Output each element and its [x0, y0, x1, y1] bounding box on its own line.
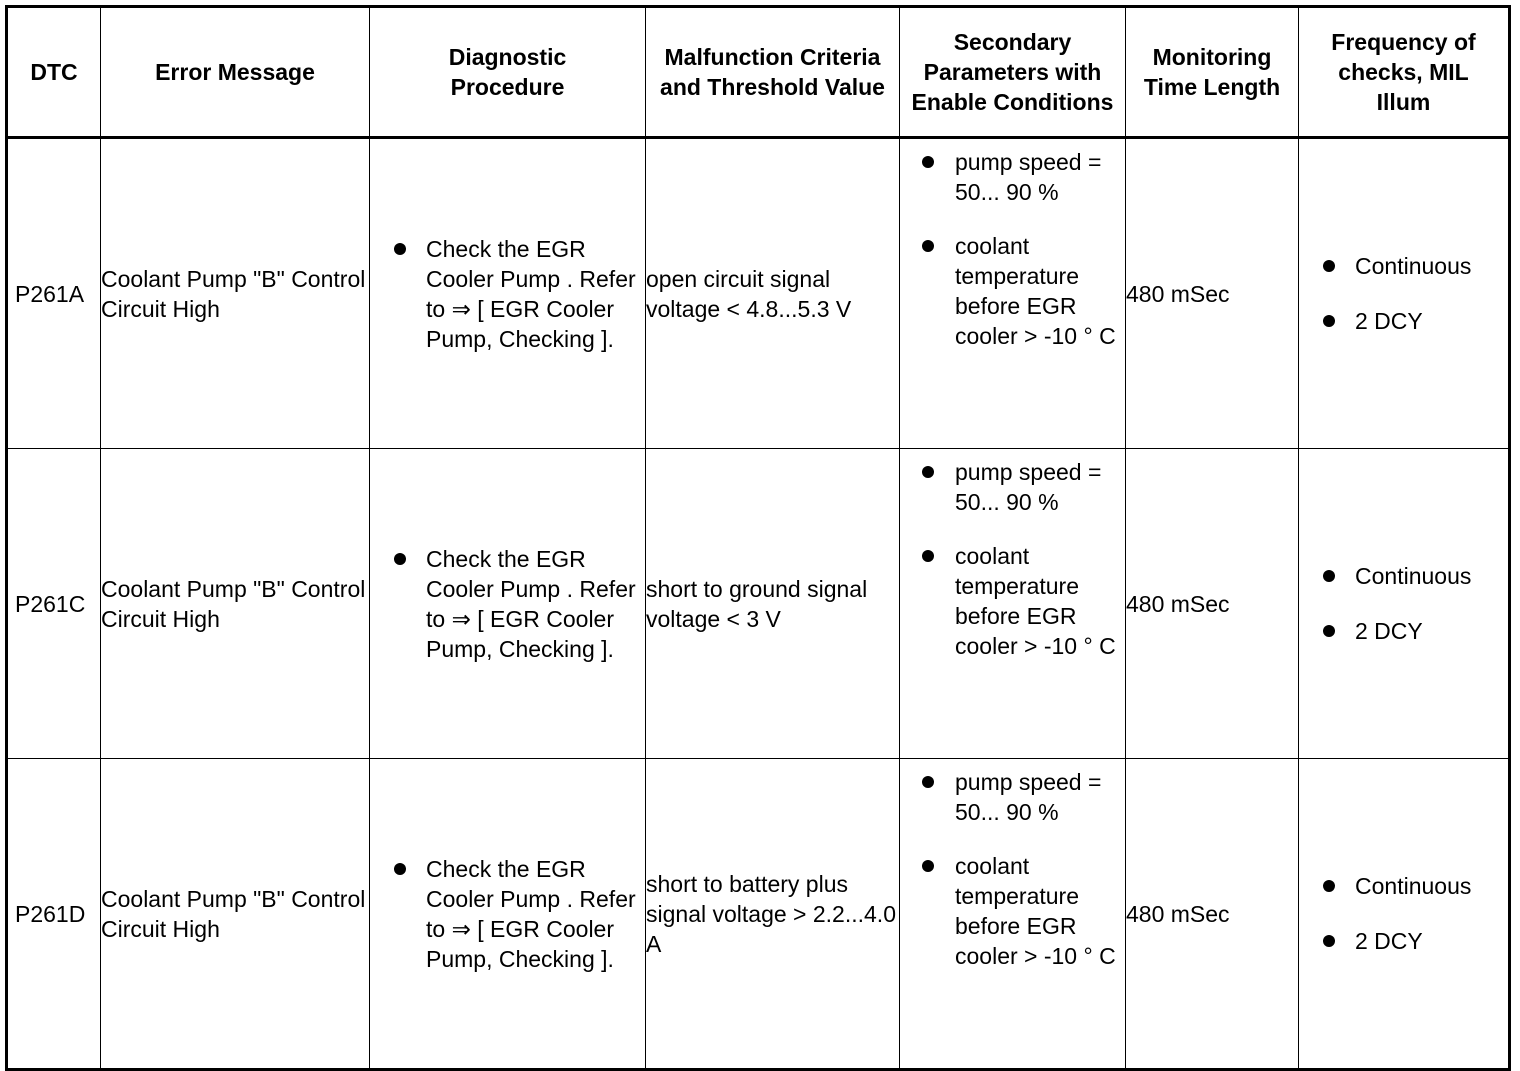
- bullet-icon: [922, 550, 934, 562]
- bullet-icon: [922, 466, 934, 478]
- list-item: [922, 457, 1119, 517]
- bullet-icon: [922, 156, 934, 168]
- frequency: [1299, 138, 1510, 449]
- list-item: [922, 767, 1119, 827]
- list-item: [922, 541, 1119, 661]
- secondary-parameters: [900, 449, 1126, 759]
- frequency-text: 2 DCY: [1355, 618, 1423, 644]
- list-item: [922, 147, 1119, 207]
- header-diagnostic-procedure: Diagnostic Procedure: [370, 7, 646, 138]
- table-row: [7, 138, 1510, 449]
- list-item: [922, 851, 1119, 971]
- frequency-text: Continuous: [1355, 253, 1472, 279]
- error-message: Coolant Pump "B" Control Circuit High: [101, 449, 370, 759]
- bullet-icon: [1323, 625, 1335, 637]
- bullet-icon: [922, 860, 934, 872]
- bullet-icon: [1323, 570, 1335, 582]
- bullet-icon: [1323, 260, 1335, 272]
- frequency: [1299, 759, 1510, 1070]
- header-frequency: Frequency of checks, MIL Illum: [1299, 7, 1510, 138]
- dtc-table: [5, 5, 1511, 1071]
- secondary-param-text: coolant temperature before EGR cooler > -10 ° C: [955, 853, 1116, 969]
- frequency-text: Continuous: [1355, 563, 1472, 589]
- list-item: [394, 544, 637, 664]
- list-item: [1323, 926, 1508, 956]
- malfunction-criteria: short to ground signal voltage < 3 V: [646, 449, 900, 759]
- header-secondary-parameters: Secondary Parameters with Enable Conditions: [900, 7, 1126, 138]
- secondary-param-text: coolant temperature before EGR cooler > -10 ° C: [955, 543, 1116, 659]
- bullet-icon: [394, 863, 406, 875]
- secondary-param-text: coolant temperature before EGR cooler > -10 ° C: [955, 233, 1116, 349]
- secondary-parameters: [900, 138, 1126, 449]
- bullet-icon: [922, 240, 934, 252]
- frequency: [1299, 449, 1510, 759]
- diagnostic-procedure: [370, 138, 646, 449]
- frequency-text: 2 DCY: [1355, 928, 1423, 954]
- secondary-param-text: pump speed = 50... 90 %: [955, 769, 1102, 825]
- dtc-code: P261A: [7, 138, 101, 449]
- header-row: [7, 7, 1510, 138]
- list-item: [922, 231, 1119, 351]
- monitoring-time: 480 mSec: [1126, 449, 1299, 759]
- list-item: [1323, 871, 1508, 901]
- bullet-icon: [1323, 880, 1335, 892]
- error-message: Coolant Pump "B" Control Circuit High: [101, 759, 370, 1070]
- header-monitoring-time: Monitoring Time Length: [1126, 7, 1299, 138]
- bullet-icon: [394, 243, 406, 255]
- monitoring-time: 480 mSec: [1126, 759, 1299, 1070]
- diagnostic-procedure: [370, 759, 646, 1070]
- frequency-text: 2 DCY: [1355, 308, 1423, 334]
- bullet-icon: [1323, 315, 1335, 327]
- diagnostic-text: Check the EGR Cooler Pump . Refer to ⇒ [ EGR Cooler Pump, Checking ].: [426, 235, 636, 352]
- table-row: [7, 759, 1510, 1070]
- secondary-param-text: pump speed = 50... 90 %: [955, 149, 1102, 205]
- list-item: [1323, 616, 1508, 646]
- secondary-param-text: pump speed = 50... 90 %: [955, 459, 1102, 515]
- list-item: [394, 854, 637, 974]
- malfunction-criteria: open circuit signal voltage < 4.8...5.3 V: [646, 138, 900, 449]
- secondary-parameters: [900, 759, 1126, 1070]
- malfunction-criteria: short to battery plus signal voltage > 2.2...4.0 A: [646, 759, 900, 1070]
- list-item: [394, 234, 637, 354]
- list-item: [1323, 251, 1508, 281]
- header-dtc: DTC: [7, 7, 101, 138]
- bullet-icon: [1323, 935, 1335, 947]
- diagnostic-text: Check the EGR Cooler Pump . Refer to ⇒ [ EGR Cooler Pump, Checking ].: [426, 855, 636, 972]
- monitoring-time: 480 mSec: [1126, 138, 1299, 449]
- table-row: [7, 449, 1510, 759]
- dtc-code: P261C: [7, 449, 101, 759]
- frequency-text: Continuous: [1355, 873, 1472, 899]
- bullet-icon: [922, 776, 934, 788]
- list-item: [1323, 306, 1508, 336]
- diagnostic-procedure: [370, 449, 646, 759]
- list-item: [1323, 561, 1508, 591]
- diagnostic-text: Check the EGR Cooler Pump . Refer to ⇒ [ EGR Cooler Pump, Checking ].: [426, 545, 636, 662]
- header-error-message: Error Message: [101, 7, 370, 138]
- dtc-code: P261D: [7, 759, 101, 1070]
- error-message: Coolant Pump "B" Control Circuit High: [101, 138, 370, 449]
- bullet-icon: [394, 553, 406, 565]
- header-malfunction-criteria: Malfunction Criteria and Threshold Value: [646, 7, 900, 138]
